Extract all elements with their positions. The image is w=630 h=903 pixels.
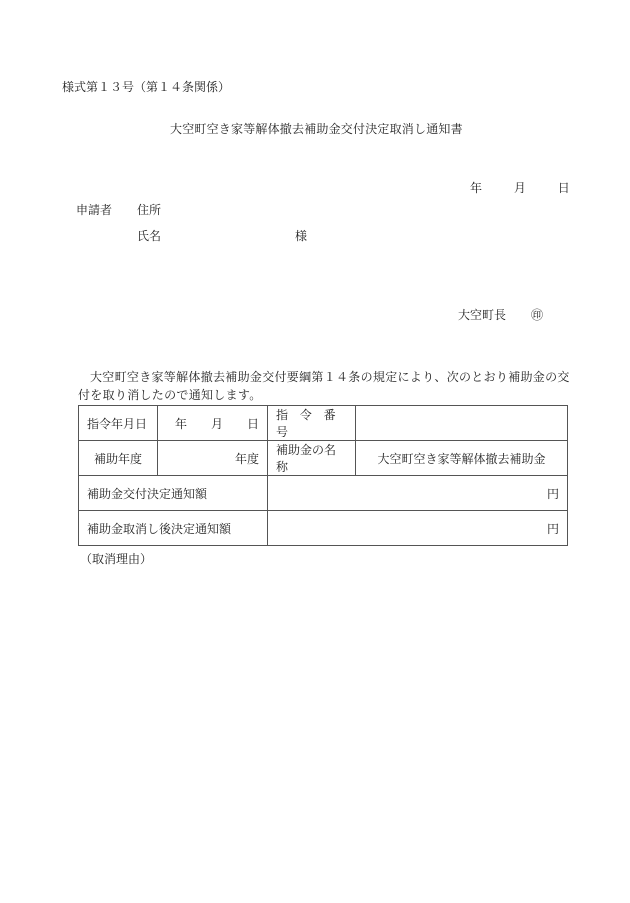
table-row [79,476,568,511]
table-row [79,511,568,546]
post-cancel-amount-unit: 円 [268,511,568,546]
seal-icon: ㊞ [531,308,544,322]
grant-decision-amount-label: 補助金交付決定通知額 [79,476,268,511]
applicant-label: 申請者 [76,203,113,217]
body-text: 大空町空き家等解体撤去補助金交付要綱第１４条の規定により、次のとおり補助金の交付を取り消したので通知します。 [78,370,570,402]
cancellation-reason-label: （取消理由） [80,552,153,566]
date-line [470,181,570,195]
name-label: 氏名 [137,229,162,243]
order-number-value [356,406,568,441]
order-number-label: 指 令 番 号 [268,406,356,441]
post-cancel-amount-label: 補助金取消し後決定通知額 [79,511,268,546]
table-row [79,406,568,441]
subsidy-name-value: 大空町空き家等解体撤去補助金 [356,441,568,476]
issuer-name: 大空町長 [458,308,507,322]
subsidy-table [78,405,568,546]
fiscal-year-label: 補助年度 [79,441,158,476]
order-date-label: 指令年月日 [79,406,158,441]
document-title: 大空町空き家等解体撤去補助金交付決定取消し通知書 [170,122,463,136]
subsidy-name-label: 補助金の名称 [268,441,356,476]
day-label: 日 [557,181,570,195]
fiscal-year-value: 年度 [158,441,268,476]
form-number: 様式第１３号（第１４条関係） [62,80,231,94]
grant-decision-amount-unit: 円 [268,476,568,511]
table-row [79,441,568,476]
address-label: 住所 [137,203,162,217]
month-label: 月 [513,181,526,195]
order-date-value: 年 月 日 [158,406,268,441]
honorific: 様 [295,229,308,243]
year-label: 年 [470,181,483,195]
